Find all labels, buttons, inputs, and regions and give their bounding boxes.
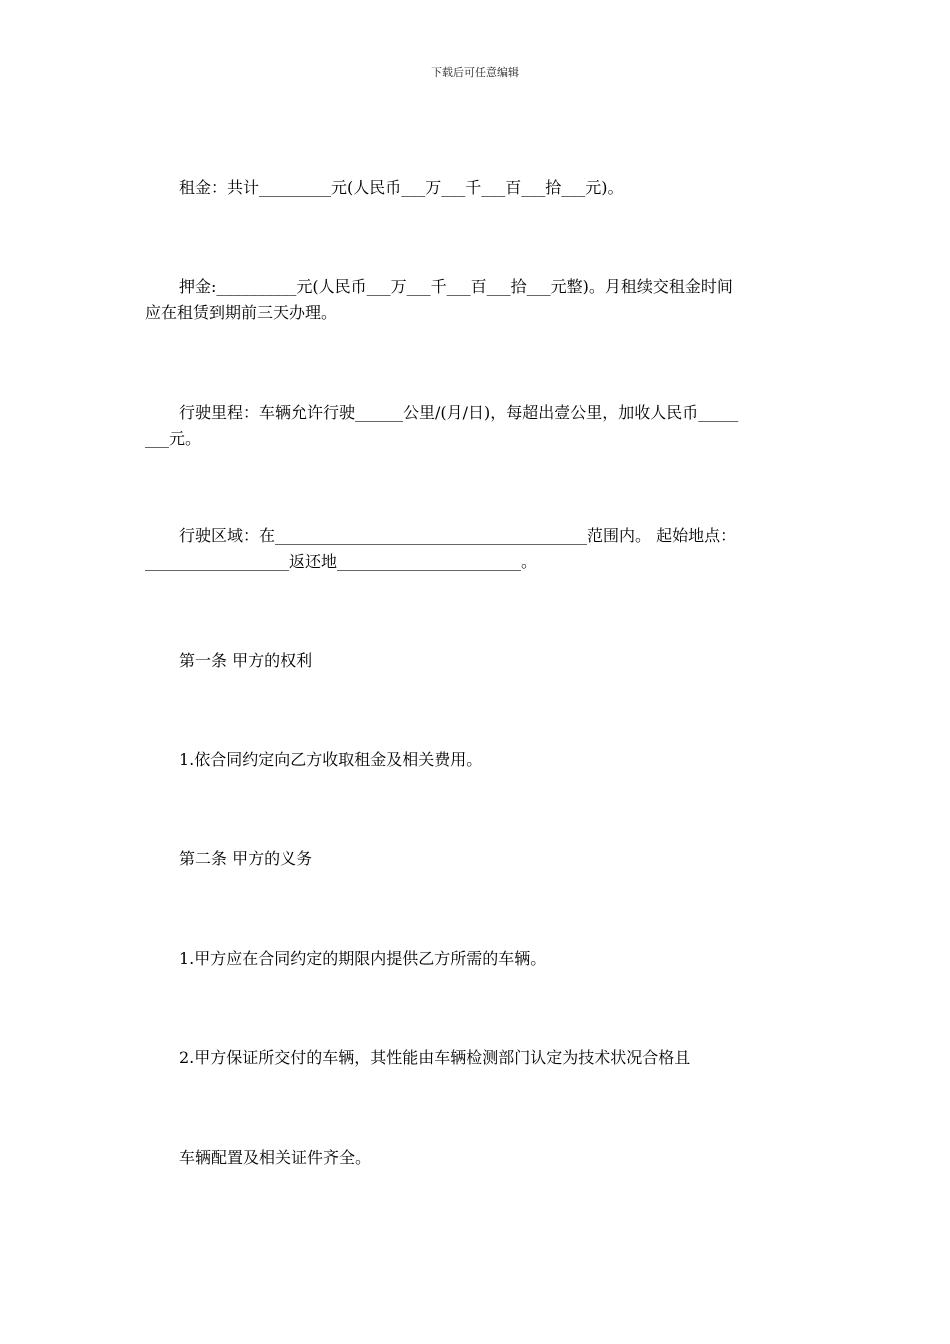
area-clause-line-2: __________________返还地_______________________。 [145,552,538,571]
article-2-item-2: 2.甲方保证所交付的车辆，其性能由车辆检测部门认定为技术状况合格且 [179,1048,691,1067]
deposit-clause-line-1: 押金:__________元(人民币___万___千___百___拾___元整)。月租续交租金时间 [179,277,733,296]
page-header: 下载后可任意编辑 [431,66,519,79]
mileage-clause-line-2: ___元。 [145,429,202,448]
mileage-clause-line-1: 行驶里程：车辆允许行驶______公里/(月/日)，每超出壹公里，加收人民币_____ [179,403,739,422]
rent-clause: 租金：共计_________元(人民币___万___千___百___拾___元)。 [179,178,624,197]
article-2-title: 第二条 甲方的义务 [179,849,313,868]
article-2-item-1: 1.甲方应在合同约定的期限内提供乙方所需的车辆。 [179,949,547,968]
deposit-clause-line-2: 应在租赁到期前三天办理。 [145,303,338,322]
article-1-item-1: 1.依合同约定向乙方收取租金及相关费用。 [179,750,483,769]
article-2-item-2-continued: 车辆配置及相关证件齐全。 [179,1148,372,1167]
area-clause-line-1: 行驶区域：在_______________________________________范围内。 起始地点： [179,526,737,545]
article-1-title: 第一条 甲方的权利 [179,651,313,670]
